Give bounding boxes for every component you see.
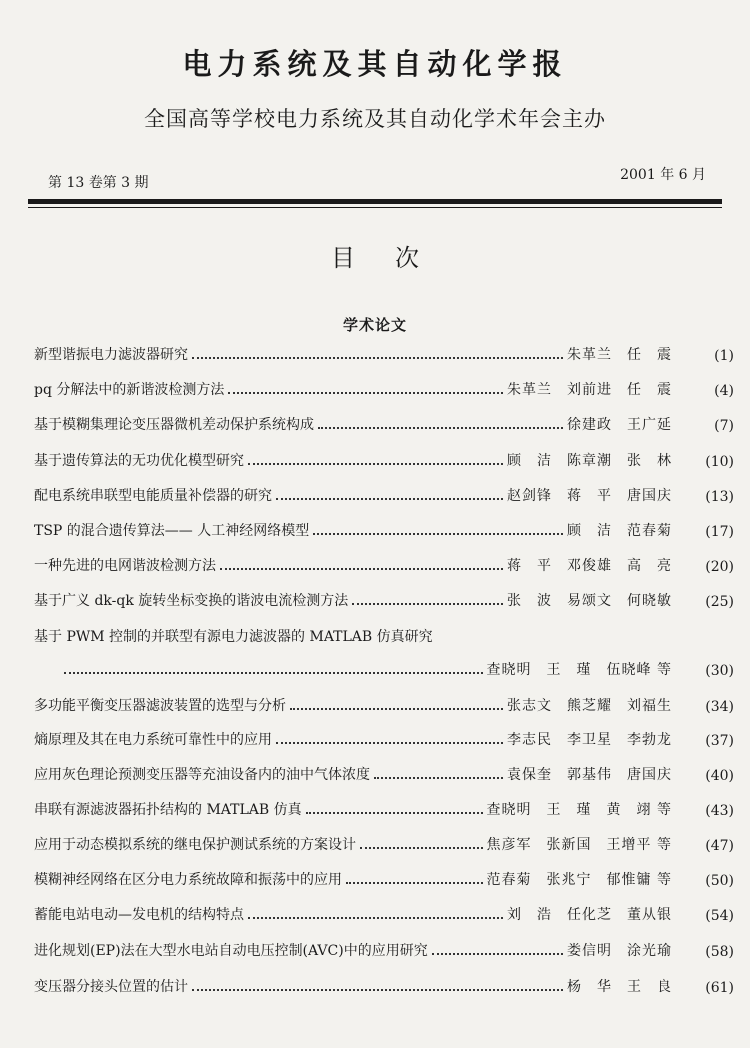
header-rule-thin	[28, 207, 722, 208]
toc-entry-authors: 焦彦军 张新国 王增平 等	[486, 837, 672, 853]
toc-entry-title: 基于 PWM 控制的并联型有源电力滤波器的 MATLAB 仿真研究	[34, 629, 433, 645]
dot-leader	[192, 989, 563, 991]
dot-leader	[248, 917, 503, 919]
toc-entry-authors: 顾 洁 陈章潮 张 林	[507, 453, 672, 469]
toc-entry	[34, 972, 734, 996]
toc-entry-page: ( 25 )	[672, 594, 734, 610]
toc-entry-title: 一种先进的电网谐波检测方法	[34, 558, 216, 574]
toc-entry-continuation	[64, 655, 734, 679]
toc-entry-page: ( 61 )	[672, 980, 734, 996]
dot-leader	[374, 777, 503, 779]
toc-entry-title: 变压器分接头位置的估计	[34, 979, 188, 995]
dot-leader	[360, 847, 483, 849]
dot-leader	[276, 742, 503, 744]
dot-leader	[228, 392, 503, 394]
dot-leader	[192, 357, 563, 359]
toc-entry	[34, 691, 734, 715]
toc-entry-authors: 徐建政 王广延	[567, 417, 672, 433]
toc-entry-authors: 朱革兰 任 震	[567, 347, 672, 363]
toc-entry-title: 基于模糊集理论变压器微机差动保护系统构成	[34, 417, 314, 433]
toc-entry-title: 新型谐振电力滤波器研究	[34, 347, 188, 363]
toc-entry-page: ( 40 )	[672, 768, 734, 784]
contents-title: 目次	[331, 244, 459, 272]
dot-leader	[313, 533, 563, 535]
toc-entry-page: ( 17 )	[672, 524, 734, 540]
toc-entry-page: ( 20 )	[672, 559, 734, 575]
toc-entry-authors: 袁保奎 郭基伟 唐国庆	[507, 767, 672, 783]
dot-leader	[306, 812, 483, 814]
toc-entry-title: 模糊神经网络在区分电力系统故障和振荡中的应用	[34, 872, 342, 888]
dot-leader	[220, 568, 503, 570]
toc-entry-page: ( 13 )	[672, 489, 734, 505]
toc-entry-title: 进化规划(EP)法在大型水电站自动电压控制(AVC)中的应用研究	[34, 943, 428, 959]
toc-entry	[34, 410, 734, 434]
toc-entry-authors: 范春菊 张兆宁 郁惟镛 等	[486, 872, 672, 888]
toc-entry-authors: 娄信明 涂光瑜	[567, 943, 672, 959]
toc-entry	[34, 865, 734, 889]
dot-leader	[432, 953, 563, 955]
toc-entry-authors: 顾 洁 范春菊	[567, 523, 672, 539]
dot-leader	[290, 708, 503, 710]
toc-entry	[34, 586, 734, 610]
toc-entry-title: 应用灰色理论预测变压器等充油设备内的油中气体浓度	[34, 767, 370, 783]
toc-entry	[34, 516, 734, 540]
toc-entry	[34, 760, 734, 784]
toc-entry-page: ( 54 )	[672, 908, 734, 924]
header-rule-thick	[28, 199, 722, 204]
toc-entry-authors: 张 波 易颂文 何晓敏	[507, 593, 672, 609]
toc-entry-title: 配电系统串联型电能质量补偿器的研究	[34, 488, 272, 504]
toc-entry-page: ( 34 )	[672, 699, 734, 715]
toc-entry-title: TSP 的混合遗传算法—— 人工神经网络模型	[34, 523, 310, 539]
dot-leader	[346, 882, 483, 884]
toc-entry	[34, 830, 734, 854]
toc-entry-authors: 查晓明 王 瑾 黄 翊 等	[486, 802, 672, 818]
toc-entry-page: ( 50 )	[672, 873, 734, 889]
toc-entry	[34, 481, 734, 505]
toc-entry-authors: 刘 浩 任化芝 董从银	[507, 907, 672, 923]
toc-entry	[34, 551, 734, 575]
toc-entry-page: ( 10 )	[672, 454, 734, 470]
toc-entry-page: ( 30 )	[672, 663, 734, 679]
toc-entry-page: ( 1 )	[672, 348, 734, 364]
toc-entry	[34, 446, 734, 470]
toc-entry	[34, 622, 734, 646]
toc-entry	[34, 340, 734, 364]
toc-entry-title: 串联有源滤波器拓扑结构的 MATLAB 仿真	[34, 802, 302, 818]
publication-date: 2001 年 6 月	[620, 167, 706, 183]
toc-entry	[34, 900, 734, 924]
toc-entry	[34, 375, 734, 399]
journal-sponsor: 全国高等学校电力系统及其自动化学术年会主办	[144, 107, 606, 131]
section-title: 学术论文	[342, 316, 407, 334]
dot-leader	[64, 672, 483, 674]
dot-leader	[352, 603, 503, 605]
toc-entry-authors: 赵剑锋 蒋 平 唐国庆	[507, 488, 672, 504]
toc-entry-title: 基于广义 dk-qk 旋转坐标变换的谐波电流检测方法	[34, 593, 349, 609]
toc-entry-authors: 李志民 李卫星 李勃龙	[507, 732, 672, 748]
toc-entry-title: 熵原理及其在电力系统可靠性中的应用	[34, 732, 272, 748]
journal-title: 电力系统及其自动化学报	[182, 47, 568, 81]
toc-entry	[34, 936, 734, 960]
toc-entry-authors: 张志文 熊芝耀 刘福生	[507, 698, 672, 714]
toc-entry-title: pq 分解法中的新谐波检测方法	[34, 382, 225, 398]
toc-entry-page: ( 43 )	[672, 803, 734, 819]
dot-leader	[276, 498, 503, 500]
volume-issue: 第 13 卷第 3 期	[48, 175, 149, 191]
toc-entry-authors: 朱革兰 刘前进 任 震	[507, 382, 672, 398]
dot-leader	[318, 427, 563, 429]
toc-entry-page: ( 37 )	[672, 733, 734, 749]
toc-entry-title: 多功能平衡变压器滤波装置的选型与分析	[34, 698, 286, 714]
toc-entry-page: ( 47 )	[672, 838, 734, 854]
toc-entry	[34, 725, 734, 749]
toc-entry-page: ( 7 )	[672, 418, 734, 434]
toc-entry-title: 蓄能电站电动—发电机的结构特点	[34, 907, 244, 923]
dot-leader	[248, 463, 503, 465]
toc-entry-authors: 杨 华 王 良	[567, 979, 672, 995]
toc-entry	[34, 795, 734, 819]
toc-entry-authors: 蒋 平 邓俊雄 高 亮	[507, 558, 672, 574]
toc-entry-authors: 查晓明 王 瑾 伍晓峰 等	[486, 662, 672, 678]
toc-entry-page: ( 4 )	[672, 383, 734, 399]
toc-entry-title: 应用于动态模拟系统的继电保护测试系统的方案设计	[34, 837, 356, 853]
toc-entry-title: 基于遗传算法的无功优化模型研究	[34, 453, 244, 469]
toc-entry-page: ( 58 )	[672, 944, 734, 960]
